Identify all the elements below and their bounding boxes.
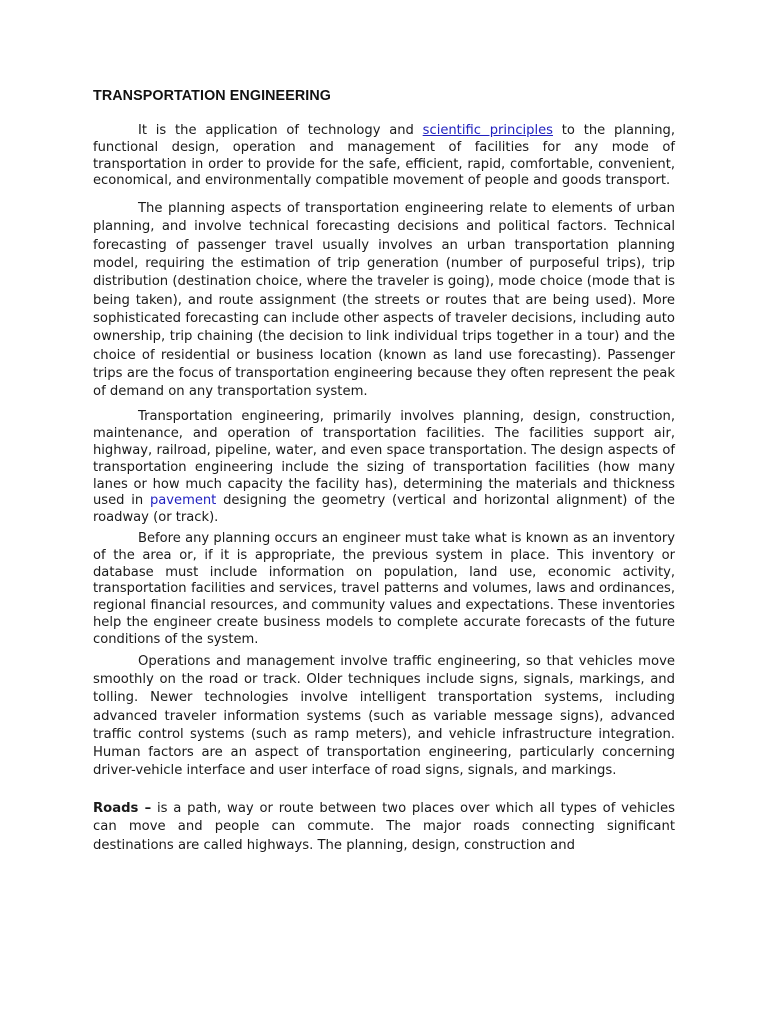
paragraph-engineering bbox=[93, 409, 675, 527]
paragraph-inventory: Before any planning occurs an engineer must take what is known as an inventory of the area or, if it is appropriate, the previous system in place. This inventory or database must include information on population, land use, economic activity, transportation facilities and services, travel patterns and volumes, laws and ordinances, regional financial resources, and community values and expectations. These inventories help the engineer create business models to complete accurate forecasts of the future conditions of the system. bbox=[93, 531, 675, 647]
scientific-principles-link[interactable]: scientific principles bbox=[422, 123, 553, 138]
paragraph-definition bbox=[93, 123, 675, 190]
paragraph-text: designing the geometry (vertical and horizontal alignment) of the roadway (or track). bbox=[93, 493, 675, 526]
paragraph-text: to the planning, functional design, operation and management of facilities for any mode of transportation in order to provide for the safe, efficient, rapid, comfortable, convenient, economical, and environmentally compatible movement of people and goods transport. bbox=[93, 123, 675, 189]
document-page bbox=[93, 88, 675, 855]
paragraph-operations: Operations and management involve traffic engineering, so that vehicles move smoothly on the road or track. Older techniques include signs, signals, markings, and tolling. Newer technologies involve intelligent transportation systems, including advanced traveler information systems (such as variable message signs), advanced traffic control systems (such as ramp meters), and vehicle infrastructure integration. Human factors are an aspect of transportation engineering, particularly concerning driver-vehicle interface and user interface of road signs, signals, and markings. bbox=[93, 653, 675, 779]
paragraph-text: It is the application of technology and bbox=[138, 123, 423, 138]
document-title: TRANSPORTATION ENGINEERING bbox=[93, 88, 331, 104]
paragraph-planning: The planning aspects of transportation engineering relate to elements of urban planning, and involve technical forecasting decisions and political factors. Technical forecasting of passenger travel usually involves an urban transportation planning model, requiring the estimation of trip generation (number of purposeful trips), trip distribution (destination choice, where the traveler is going), mode choice (mode that is being taken), and route assignment (the streets or routes that are being used). More sophisticated forecasting can include other aspects of traveler decisions, including auto ownership, trip chaining (the decision to link individual trips together in a tour) and the choice of residential or business location (known as land use forecasting). Passenger trips are the focus of transportation engineering because they often represent the peak of demand on any transportation system. bbox=[93, 201, 675, 400]
paragraph-text: is a path, way or route between two places over which all types of vehicles can move and people can commute. The major roads connecting significant destinations are called highways. The planning, design, construction and bbox=[93, 800, 675, 853]
roads-heading: Roads – bbox=[93, 800, 152, 816]
paragraph-roads bbox=[93, 800, 675, 855]
pavement-link[interactable]: pavement bbox=[149, 493, 217, 509]
paragraph-text: Transportation engineering, primarily involves planning, design, construction, maintenance, and operation of transportation facilities. The facilities support air, highway, railroad, pipeline, water, and even space transportation. The design aspects of transportation engineering include the sizing of transportation facilities (how many lanes or how much capacity the facility has), determining the materials and thickness used in bbox=[93, 409, 675, 509]
